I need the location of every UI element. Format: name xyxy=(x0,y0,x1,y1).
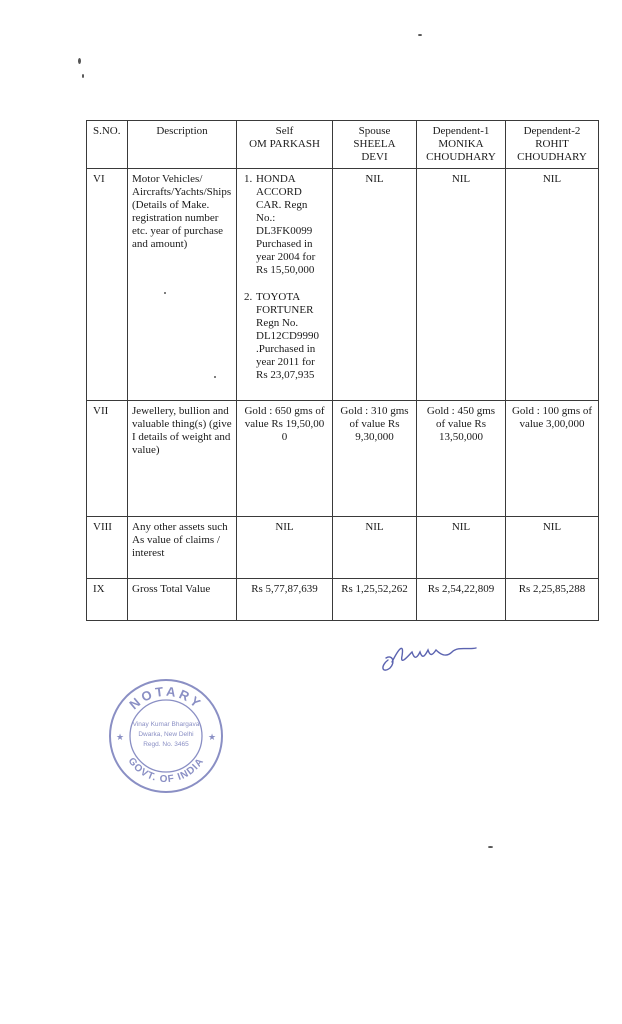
signature xyxy=(378,636,480,676)
cell-description: Motor Vehicles/ Aircrafts/Yachts/Ships (Details of Make. registration number etc. year of purchase and amount) xyxy=(128,169,237,401)
header-spouse-line: Spouse xyxy=(358,125,391,137)
table-row xyxy=(87,579,599,621)
vehicle-item: 1. HONDA ACCORD CAR. Regn No.: DL3FK0099 Purchased in year 2004 for Rs 15,50,000 xyxy=(255,173,328,277)
seal-line-2: Dwarka, New Delhi xyxy=(138,731,194,738)
seal-star-icon: ★ xyxy=(208,732,217,742)
header-dependent-1 xyxy=(417,121,506,169)
scan-speck xyxy=(418,34,422,36)
header-dependent-1-line: Dependent-1 xyxy=(432,125,490,137)
header-dependent-1-line: CHOUDHARY xyxy=(426,151,496,163)
header-spouse-line: DEVI xyxy=(361,151,388,163)
cell-sno: IX xyxy=(87,579,128,621)
header-self-line: OM PARKASH xyxy=(249,138,320,150)
header-dependent-2-line: CHOUDHARY xyxy=(517,151,587,163)
cell-dependent-1: NIL xyxy=(417,169,506,401)
cell-self: NIL xyxy=(237,517,333,579)
cell-dependent-2: Rs 2,25,85,288 xyxy=(506,579,599,621)
seal-star-icon: ★ xyxy=(116,732,125,742)
notary-seal xyxy=(104,676,228,794)
cell-self: Rs 5,77,87,639 xyxy=(237,579,333,621)
table-row xyxy=(87,169,599,401)
cell-sno: VIII xyxy=(87,517,128,579)
scan-speck xyxy=(78,58,81,64)
table-row xyxy=(87,401,599,517)
cell-spouse: NIL xyxy=(333,517,417,579)
header-spouse xyxy=(333,121,417,169)
seal-line-1: Vinay Kumar Bhargava xyxy=(132,721,200,728)
header-dependent-2-line: Dependent-2 xyxy=(523,125,581,137)
cell-dependent-1: NIL xyxy=(417,517,506,579)
header-dependent-2 xyxy=(506,121,599,169)
cell-sno: VI xyxy=(87,169,128,401)
header-description: Description xyxy=(128,121,237,169)
cell-description: Any other assets such As value of claims / interest xyxy=(128,517,237,579)
cell-dependent-2: Gold : 100 gms of value 3,00,000 xyxy=(506,401,599,517)
cell-dependent-1: Gold : 450 gms of value Rs 13,50,000 xyxy=(417,401,506,517)
vehicle-list xyxy=(241,173,328,382)
cell-description: Gross Total Value xyxy=(128,579,237,621)
cell-spouse: Rs 1,25,52,262 xyxy=(333,579,417,621)
header-self xyxy=(237,121,333,169)
vehicle-item: 2. TOYOTA FORTUNER Regn No. DL12CD9990 .Purchased in year 2011 for Rs 23,07,935 xyxy=(255,291,328,382)
asset-declaration-table xyxy=(86,120,599,621)
header-spouse-line: SHEELA xyxy=(353,138,396,150)
seal-bottom-text: GOVT. OF INDIA xyxy=(125,755,207,786)
scan-speck xyxy=(82,74,84,78)
cell-sno: VII xyxy=(87,401,128,517)
header-dependent-2-line: ROHIT xyxy=(535,138,569,150)
cell-self: Gold : 650 gms of value Rs 19,50,00 0 xyxy=(237,401,333,517)
header-dependent-1-line: MONIKA xyxy=(438,138,484,150)
table-row xyxy=(87,517,599,579)
cell-self xyxy=(237,169,333,401)
cell-description: Jewellery, bullion and valuable thing(s) (give I details of weight and value) xyxy=(128,401,237,517)
cell-dependent-2: NIL xyxy=(506,169,599,401)
seal-line-3: Regd. No. 3465 xyxy=(143,741,189,748)
table-header-row xyxy=(87,121,599,169)
cell-dependent-2: NIL xyxy=(506,517,599,579)
cell-spouse: Gold : 310 gms of value Rs 9,30,000 xyxy=(333,401,417,517)
scan-speck xyxy=(488,846,493,848)
cell-spouse: NIL xyxy=(333,169,417,401)
seal-top-text: NOTARY xyxy=(126,683,206,713)
header-self-line: Self xyxy=(275,125,294,137)
header-sno: S.NO. xyxy=(87,121,128,169)
cell-dependent-1: Rs 2,54,22,809 xyxy=(417,579,506,621)
